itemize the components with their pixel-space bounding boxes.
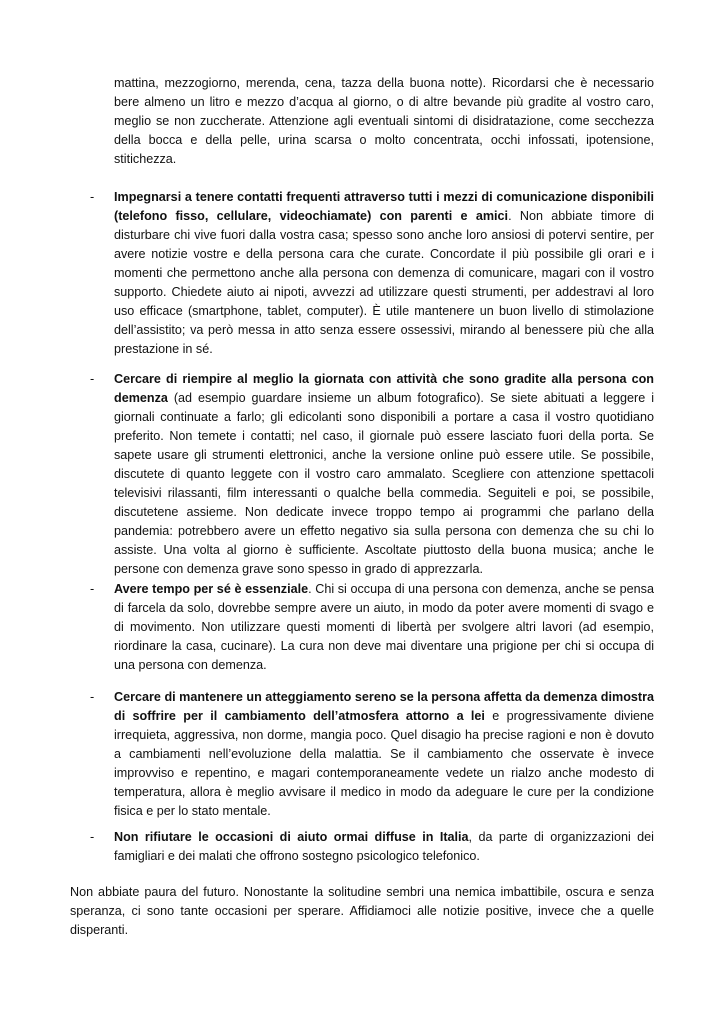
list-item-text: (ad esempio guardare insieme un album fotografico). Se siete abituati a leggere i giornali continuate a farlo; gli edicolanti sono disponibili a portare a casa il vostro quotidiano preferito. Non temete i contatti; nel caso, il giornale può essere lasciato fuori della porta. Se sapete usare gli strumenti elettronici, anche la versione online può essere utile. Se possibile, discutete di quanto leggete con il vostro caro ammalato. Scegliere con attenzione spettacoli televisivi rilassanti, film interessanti o qualche bella commedia. Seguiteli e poi, se possibile, discutetene assieme. Non dedicate invece troppo tempo ai programmi che parlano della pandemia: potrebbero avere un effetto negativo sia sulla persona con demenza che su chi lo assiste. Una volta al giorno è sufficiente. Ascoltate piuttosto della buona musica; anche le persone con demenza grave sono spesso in grado di apprezzarla.	[114, 391, 654, 576]
list-item-paragraph	[114, 688, 654, 821]
closing-paragraph: Non abbiate paura del futuro. Nonostante la solitudine sembri una nemica imbattibile, oscura e senza speranza, ci sono tante occasioni per sperare. Affidiamoci alle notizie positive, invece che a quelle disperanti.	[70, 885, 654, 937]
list-item	[90, 370, 654, 579]
bullet-dash: -	[90, 830, 95, 844]
list-item-paragraph	[114, 188, 654, 359]
list-item-text: e progressivamente diviene irrequieta, aggressiva, non dorme, mangia poco. Quel disagio ha precise ragioni e non è dovuto a cambiamenti nell’evoluzione della malattia. Se il cambiamento che osservate è invece improvviso e repentino, e magari contemporaneamente vedete un rialzo anche modesto di temperatura, allora è meglio avvisare il medico in modo da adeguare le cure per la condizione fisica e per lo stato mentale.	[114, 709, 654, 818]
list-item-text: , da parte di organizzazioni dei famigliari e dei malati che offrono sostegno psicologico telefonico.	[114, 830, 654, 863]
bullet-dash: -	[90, 582, 95, 596]
list-item	[90, 580, 654, 675]
bullet-dash: -	[90, 190, 95, 204]
list-item-heading: Cercare di mantenere un atteggiamento sereno se la persona affetta da demenza dimostra di soffrire per il cambiamento dell’atmosfera attorno a lei	[114, 690, 654, 723]
list-item-paragraph	[114, 828, 654, 866]
list-item-heading: Non rifiutare le occasioni di aiuto ormai diffuse in Italia	[114, 830, 469, 844]
list-item-paragraph	[114, 580, 654, 675]
bullet-dash: -	[90, 690, 95, 704]
list-item-heading: Cercare di riempire al meglio la giornata con attività che sono gradite alla persona con demenza	[114, 372, 654, 405]
bullet-dash: -	[90, 372, 95, 386]
list-item	[90, 688, 654, 821]
list-item-heading: Impegnarsi a tenere contatti frequenti attraverso tutti i mezzi di comunicazione disponibili (telefono fisso, cellulare, videochiamate) con parenti e amici	[114, 190, 654, 223]
list-item-text: . Chi si occupa di una persona con demenza, anche se pensa di farcela da solo, dovrebbe sempre avere un aiuto, in modo da poter avere momenti di svago e di movimento. Non utilizzare questi momenti di libertà per svolgere altri lavori (ad esempio, riordinare la casa, cucinare). La cura non deve mai diventare una prigione per chi si occupa di una persona con demenza.	[114, 582, 654, 672]
continuation-paragraph: mattina, mezzogiorno, merenda, cena, tazza della buona notte). Ricordarsi che è necessario bere almeno un litro e mezzo d’acqua al giorno, o di altre bevande più gradite al vostro caro, meglio se non zuccherate. Attenzione agli eventuali sintomi di disidratazione, come secchezza della bocca e della pelle, urina scarsa o molto concentrata, occhi infossati, ipotensione, stitichezza.	[114, 76, 654, 166]
list-item	[90, 828, 654, 866]
list-item-heading: Avere tempo per sé è essenziale	[114, 582, 309, 596]
list-item	[90, 188, 654, 359]
list-item-text: . Non abbiate timore di disturbare chi vive fuori dalla vostra casa; spesso sono anche loro ansiosi di potervi sentire, per avere notizie vostre e della persona cara che curate. Concordate il più possibile gli orari e i momenti che permettono anche alla persona con demenza di comunicare, magari con il vostro supporto. Chiedete aiuto ai nipoti, avvezzi ad utilizzare questi strumenti, per addestravi al loro uso efficace (smartphone, tablet, computer). È utile mantenere un buon livello di stimolazione dell’assistito; va però messa in atto senza essere ossessivi, mirando al benessere più che alla prestazione in sé.	[114, 209, 654, 356]
list-item-paragraph	[114, 370, 654, 579]
